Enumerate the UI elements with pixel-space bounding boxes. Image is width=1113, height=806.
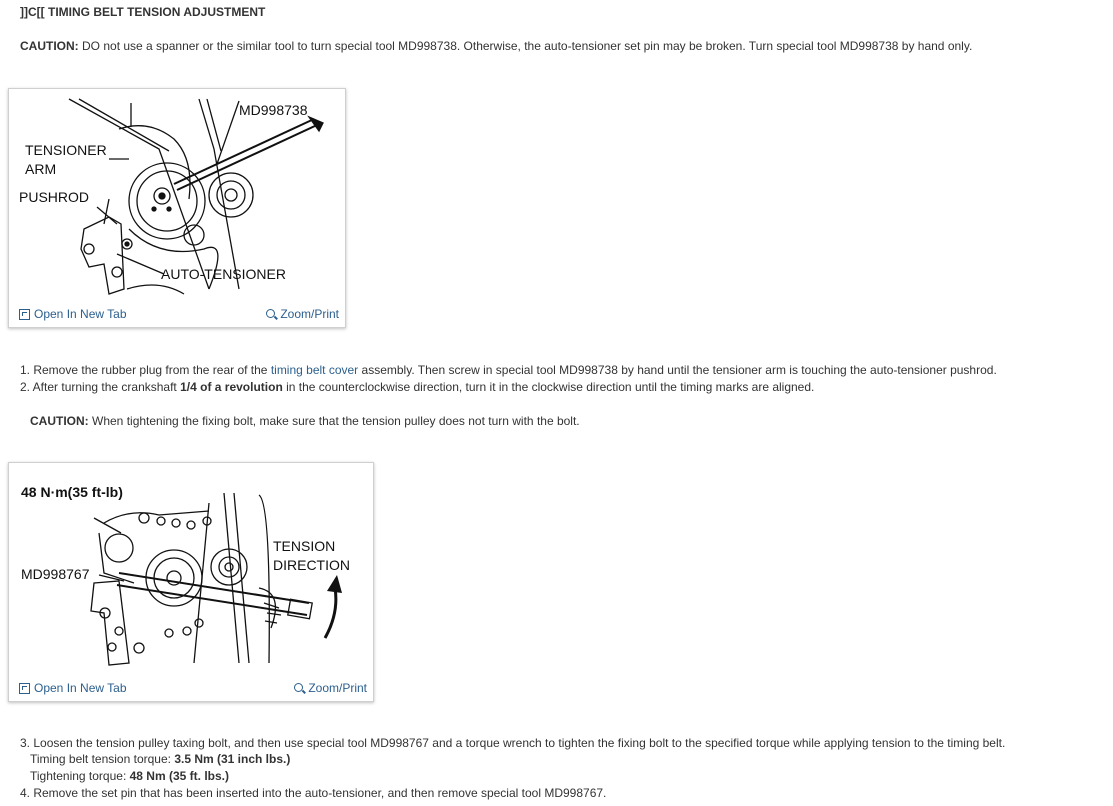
section-title: ]]C[[ TIMING BELT TENSION ADJUSTMENT bbox=[20, 5, 266, 19]
tightening-torque bbox=[30, 769, 229, 783]
step-1-text: 1. Remove the rubber plug from the rear of the bbox=[20, 363, 271, 377]
zoom-icon bbox=[266, 309, 276, 319]
label-tool-md998767: MD998767 bbox=[21, 566, 90, 582]
step-2-text-end: in the counterclockwise direction, turn it in the clockwise direction until the timing marks are aligned. bbox=[282, 380, 815, 394]
label-direction: DIRECTION bbox=[273, 557, 350, 573]
figure-tensioner-tool bbox=[8, 88, 346, 328]
zoom-icon bbox=[294, 683, 304, 693]
figure-footer bbox=[9, 299, 345, 327]
label-tool-md998738: MD998738 bbox=[239, 102, 308, 118]
step-4: 4. Remove the set pin that has been inserted into the auto-tensioner, and then remove special tool MD998767. bbox=[20, 786, 607, 800]
belt-torque-label: Timing belt tension torque: bbox=[30, 752, 175, 766]
label-pushrod: PUSHROD bbox=[19, 189, 90, 205]
label-tension: TENSION bbox=[273, 538, 336, 554]
label-tensioner: TENSIONER bbox=[25, 142, 107, 158]
caution-label: CAUTION: bbox=[20, 39, 79, 53]
open-new-tab-icon bbox=[19, 683, 30, 694]
open-new-tab-label: Open In New Tab bbox=[34, 681, 127, 695]
timing-belt-cover-link[interactable]: timing belt cover bbox=[270, 363, 359, 377]
caution-text: When tightening the fixing bolt, make sure that the tension pulley does not turn with the bolt. bbox=[88, 414, 580, 428]
figure-footer bbox=[9, 673, 373, 701]
zoom-print-label: Zoom/Print bbox=[308, 681, 367, 695]
torque-diagram bbox=[9, 463, 373, 673]
caution-note-2 bbox=[30, 414, 580, 428]
tight-torque-label: Tightening torque: bbox=[30, 769, 130, 783]
step-1 bbox=[20, 363, 997, 377]
label-arm: ARM bbox=[25, 161, 57, 177]
step-1-text-end: assembly. Then screw in special tool MD998738 by hand until the tensioner arm is touching the auto-tensioner pushrod. bbox=[358, 363, 997, 377]
belt-tension-torque bbox=[30, 752, 290, 766]
label-auto-tensioner: AUTO-TENSIONER bbox=[161, 266, 286, 282]
caution-label: CAUTION: bbox=[30, 414, 89, 428]
step-2 bbox=[20, 380, 814, 394]
figure-torque-wrench bbox=[8, 462, 374, 702]
belt-torque-value: 3.5 Nm (31 inch lbs.) bbox=[174, 752, 291, 766]
zoom-print-link[interactable] bbox=[266, 307, 339, 321]
open-new-tab-link[interactable] bbox=[19, 307, 127, 321]
caution-note-1 bbox=[20, 39, 972, 53]
step-2-text: 2. After turning the crankshaft bbox=[20, 380, 181, 394]
step-2-bold: 1/4 of a revolution bbox=[180, 380, 283, 394]
caution-text: DO not use a spanner or the similar tool to turn special tool MD998738. Otherwise, the auto-tensioner set pin may be broken. Turn special tool MD998738 by hand only. bbox=[78, 39, 973, 53]
open-new-tab-icon bbox=[19, 309, 30, 320]
zoom-print-link[interactable] bbox=[294, 681, 367, 695]
tight-torque-value: 48 Nm (35 ft. lbs.) bbox=[129, 769, 229, 783]
open-new-tab-label: Open In New Tab bbox=[34, 307, 127, 321]
zoom-print-label: Zoom/Print bbox=[280, 307, 339, 321]
tensioner-diagram bbox=[9, 89, 345, 299]
label-torque: 48 N·m(35 ft-lb) bbox=[21, 484, 123, 500]
open-new-tab-link[interactable] bbox=[19, 681, 127, 695]
step-3: 3. Loosen the tension pulley taxing bolt, and then use special tool MD998767 and a torque wrench to tighten the fixing bolt to the specified torque while applying tension to the timing belt. bbox=[20, 736, 1006, 750]
